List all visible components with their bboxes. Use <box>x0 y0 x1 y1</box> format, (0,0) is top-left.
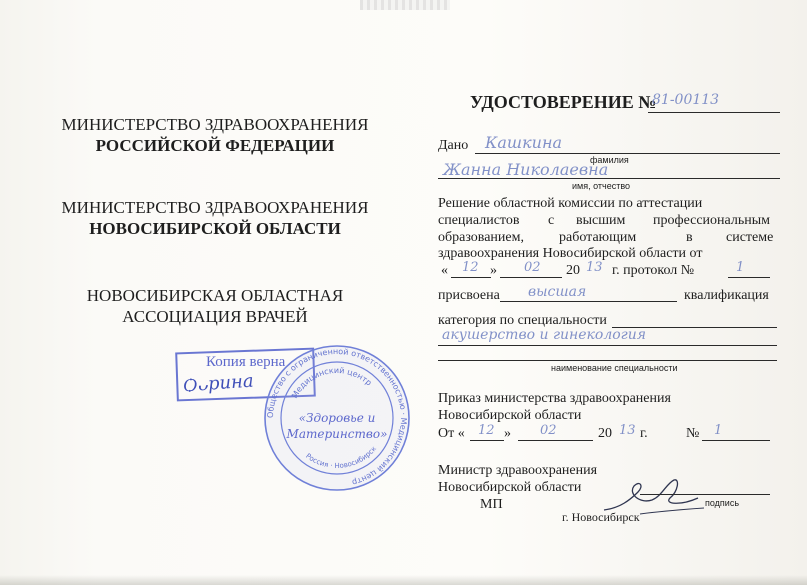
order-month-line <box>518 440 593 441</box>
seal-inner-line3: Материнство» <box>286 427 388 441</box>
full-name-line <box>438 178 780 179</box>
decision-line3-word2: работающим <box>559 230 637 245</box>
association-line1: НОВОСИБИРСКАЯ ОБЛАСТНАЯ <box>86 286 344 305</box>
round-seal <box>262 343 412 493</box>
seal-bottom-text: Россия · Новосибирск <box>304 444 379 470</box>
order-number: 1 <box>714 423 723 438</box>
decision-line2-word2: с <box>548 213 555 228</box>
order-day: 12 <box>478 423 495 438</box>
copy-verified-label: Копия верна <box>206 354 286 370</box>
order-close-quote: » <box>504 426 511 441</box>
order-line2: Новосибирской области <box>438 408 582 423</box>
minister-line1: Министр здравоохранения <box>438 463 598 478</box>
decision-line3-word3: в <box>686 230 693 245</box>
ministry-nso-line2: НОВОСИБИРСКОЙ ОБЛАСТИ <box>89 219 341 238</box>
association-heading <box>20 285 410 327</box>
specialty-line-2 <box>438 345 777 346</box>
order-number-label: № <box>686 426 700 441</box>
date-year-prefix: 20 <box>566 263 580 278</box>
order-day-line <box>470 440 504 441</box>
order-month: 02 <box>540 423 557 438</box>
scan-bottom-edge <box>0 575 807 585</box>
decision-line2-word3: высшим <box>576 213 626 228</box>
specialty-value: акушерство и гинекология <box>442 327 647 343</box>
specialty-caption: наименование специальности <box>551 363 678 373</box>
ministry-nso-line1: МИНИСТЕРСТВО ЗДРАВООХРАНЕНИЯ <box>61 198 369 217</box>
specialty-label: категория по специальности <box>438 313 607 328</box>
seal-outer-text: Общество с ограниченной ответственностью · Медицинский центр <box>265 346 409 488</box>
signature-line <box>640 494 770 495</box>
issued-to-label: Дано <box>438 138 469 153</box>
assigned-label: присвоена <box>438 288 500 303</box>
minister-line2: Новосибирской области <box>438 480 582 495</box>
signature-caption: подпись <box>705 498 740 508</box>
ministry-rf-line2: РОССИЙСКОЙ ФЕДЕРАЦИИ <box>95 136 335 155</box>
order-line1: Приказ министерства здравоохранения <box>438 391 671 406</box>
protocol-number-line <box>728 277 770 278</box>
date-suffix: г. протокол № <box>612 263 695 278</box>
mp-label: МП <box>480 497 503 512</box>
category-line <box>500 301 677 302</box>
surname-caption: фамилия <box>590 155 629 165</box>
date-open-quote: « <box>441 263 448 278</box>
surname-value: Кашкина <box>485 133 563 152</box>
certificate-title: УДОСТОВЕРЕНИЕ № <box>470 92 657 112</box>
association-line2: АССОЦИАЦИЯ ВРАЧЕЙ <box>122 307 308 326</box>
decision-line3-word4: системе <box>726 230 774 245</box>
full-name-caption: имя, отчество <box>572 181 631 191</box>
order-year: 13 <box>619 423 636 438</box>
date-close-quote: » <box>490 263 497 278</box>
date-day-line <box>451 277 491 278</box>
certificate-number: 81-00113 <box>652 92 720 108</box>
decision-date-year: 13 <box>586 260 603 275</box>
decision-line3-word1: образованием, <box>438 230 524 245</box>
protocol-number: 1 <box>736 260 745 275</box>
order-year-prefix: 20 <box>598 426 612 441</box>
decision-line2-word1: специалистов <box>438 213 520 228</box>
qualification-label: квалификация <box>684 288 769 303</box>
certificate-number-line <box>648 112 780 113</box>
category-value: высшая <box>528 284 587 300</box>
specialty-line-3 <box>438 360 777 361</box>
decision-line4: здравоохранения Новосибирской области от <box>438 246 703 261</box>
date-month-line <box>500 277 562 278</box>
decision-line2-word4: профессиональным <box>653 213 771 228</box>
decision-line1: Решение областной комиссии по аттестации <box>438 196 703 211</box>
order-from: От « <box>438 426 465 441</box>
full-name-value: Жанна Николаевна <box>443 160 609 179</box>
seal-arc-text: Медицинский центр <box>290 365 374 400</box>
order-number-line <box>702 440 770 441</box>
ministry-rf-heading <box>20 114 410 156</box>
city-label: г. Новосибирск <box>562 510 640 524</box>
ministry-rf-line1: МИНИСТЕРСТВО ЗДРАВООХРАНЕНИЯ <box>61 115 369 134</box>
ministry-nso-heading <box>20 197 410 239</box>
decision-date-month: 02 <box>524 260 541 275</box>
scan-artifact <box>360 0 450 10</box>
seal-inner-line2: «Здоровье и <box>298 411 376 425</box>
order-g: г. <box>640 426 648 441</box>
copy-signature: Ѻᴗрина <box>182 370 255 397</box>
decision-date-day: 12 <box>462 260 479 275</box>
surname-line <box>475 153 780 154</box>
